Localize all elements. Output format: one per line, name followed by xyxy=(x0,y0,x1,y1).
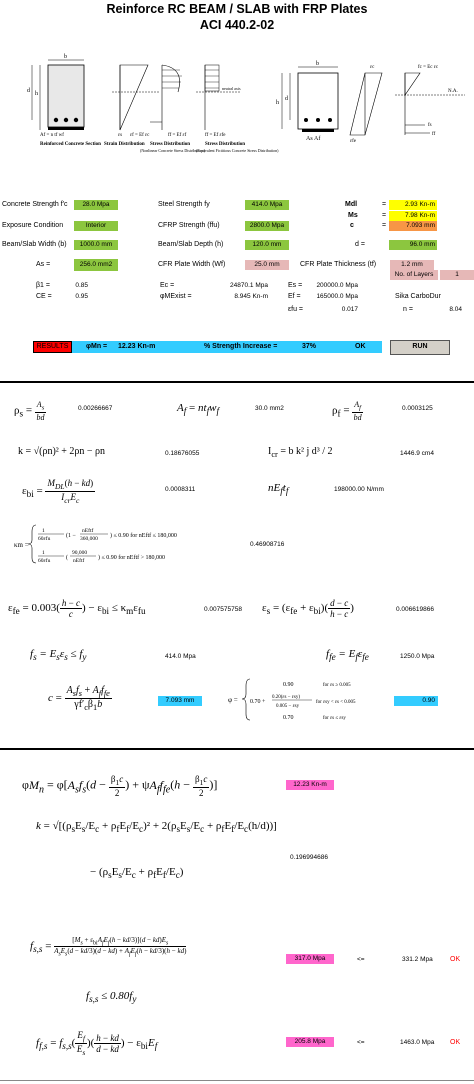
svg-text:κm =: κm = xyxy=(14,541,29,549)
ce-value: 0.95 xyxy=(75,293,88,300)
efu-label: εfu = xyxy=(288,306,303,313)
depth-input[interactable]: 120.0 mm xyxy=(245,240,289,250)
mdl-label: Mdl xyxy=(345,201,358,208)
beta1-value: 0.85 xyxy=(75,282,88,289)
rho-f-eq: $\rho_f$ = $\frac{A_f}{bd}$ xyxy=(332,400,362,422)
svg-text:d: d xyxy=(285,96,288,102)
divider-2 xyxy=(0,748,474,750)
c-label: c xyxy=(350,222,354,229)
svg-text:1: 1 xyxy=(42,550,45,556)
ffe-eq: $f_{fe} = E_f\varepsilon_{fe}$ xyxy=(326,648,369,663)
svg-text:Reinforced Concrete Section: Reinforced Concrete Section xyxy=(40,142,101,147)
ffe-value: 1250.0 Mpa xyxy=(400,653,435,660)
concrete-strength-input[interactable]: 28.0 Mpa xyxy=(74,200,118,210)
svg-text:nEftf: nEftf xyxy=(73,558,85,564)
svg-text:h: h xyxy=(35,91,38,97)
svg-text:ff = Ef εfe: ff = Ef εfe xyxy=(205,133,226,138)
n-ef-tf-value: 198000.00 N/mm xyxy=(334,486,384,493)
n-label: n = xyxy=(403,306,413,313)
svg-text:neutral axis: neutral axis xyxy=(222,86,241,91)
svg-text:(: ( xyxy=(66,555,68,561)
run-button[interactable]: RUN xyxy=(390,340,450,355)
concrete-strength-label: Concrete Strength f'c xyxy=(2,201,68,208)
svg-text:d: d xyxy=(27,88,30,94)
svg-text:90,000: 90,000 xyxy=(72,550,88,556)
increase-value: 37% xyxy=(302,343,317,350)
n-value: 8.04 xyxy=(449,306,462,313)
svg-text:h: h xyxy=(276,100,279,106)
svg-text:) ≤ 0.90 for nEftf ≤ 180,000: ) ≤ 0.90 for nEftf ≤ 180,000 xyxy=(110,533,177,539)
k-service-value: 0.196994686 xyxy=(290,854,328,861)
phi-mn-label: φMn = xyxy=(86,343,108,350)
page-title: Reinforce RC BEAM / SLAB with FRP Plates xyxy=(106,2,368,16)
rho-f-value: 0.0003125 xyxy=(402,405,433,412)
mexist-label: φMExist = xyxy=(160,293,192,300)
af-value: 30.0 mm2 xyxy=(255,405,284,412)
svg-text:for εs ≥ 0.005: for εs ≥ 0.005 xyxy=(323,683,351,688)
cfrp-strength-label: CFRP Strength (ffu) xyxy=(158,222,220,229)
svg-text:0.70 +: 0.70 + xyxy=(250,699,266,705)
svg-text:Af: Af xyxy=(314,136,321,142)
as-input[interactable]: 256.0 mm2 xyxy=(74,259,118,271)
beta1-label: β1 = xyxy=(36,282,50,289)
plate-width-input[interactable]: 25.0 mm xyxy=(245,260,289,270)
ms-label: Ms xyxy=(348,212,358,219)
exposure-select[interactable]: Interior xyxy=(74,221,118,231)
svg-text:Stress Distribution: Stress Distribution xyxy=(205,142,246,147)
af-eq: $A_f = nt_fw_f$ xyxy=(177,402,219,417)
divider-1 xyxy=(0,381,474,383)
ms-input[interactable]: 7.98 Kn-m xyxy=(389,211,437,221)
depth-label: Beam/Slab Depth (h) xyxy=(158,241,224,248)
width-label: Beam/Slab Width (b) xyxy=(2,241,67,248)
svg-text:φ =: φ = xyxy=(228,696,238,704)
ce-label: CE = xyxy=(36,293,52,300)
eps-fe-value: 0.007575758 xyxy=(204,606,242,613)
page-subtitle: ACI 440.2-02 xyxy=(199,18,275,32)
fs-eq: $f_s = E_s\varepsilon_s \le f_y$ xyxy=(30,648,87,663)
width-input[interactable]: 1000.0 mm xyxy=(74,240,118,250)
plate-thickness-label: CFR Plate Thickness (tf) xyxy=(300,261,377,268)
steel-strength-label: Steel Strength fy xyxy=(158,201,210,208)
k-service-eq: $k = √[(\rho_sE_s/E_c + \rho_fE_f/E_c)^2 + 2(\rho_sE_s/E_c + \rho_fE_f/E_c(h/d))]$ xyxy=(36,820,277,835)
svg-text:60εfu: 60εfu xyxy=(38,558,51,564)
svg-text:) ≤ 0.90 for nEftf > 180,000: ) ≤ 0.90 for nEftf > 180,000 xyxy=(98,555,165,561)
svg-text:ff: ff xyxy=(432,132,436,137)
phi-value: 0.90 xyxy=(394,696,438,706)
result-ok: OK xyxy=(355,343,366,350)
ffs-le: <= xyxy=(357,1039,365,1046)
section-diagrams xyxy=(0,40,474,190)
svg-text:1: 1 xyxy=(42,528,45,534)
svg-text:b: b xyxy=(316,61,319,67)
svg-text:εc: εc xyxy=(370,65,375,70)
plate-width-label: CFR Plate Width (Wf) xyxy=(158,261,226,268)
ffs-limit: 1463.0 Mpa xyxy=(400,1039,435,1046)
rho-s-value: 0.00266667 xyxy=(78,405,113,412)
svg-text:Stress Distribution: Stress Distribution xyxy=(150,142,191,147)
n-ef-tf-eq: $nE_ft_f$ xyxy=(268,482,289,497)
fss-limit: 331.2 Mpa xyxy=(402,956,433,963)
icr-value: 1446.9 cm4 xyxy=(400,450,434,457)
svg-text:(Nonlinear Concrete Stress Dis: (Nonlinear Concrete Stress Distribution) xyxy=(140,148,205,153)
layers-label: No. of Layers xyxy=(390,270,438,280)
svg-text:εfe: εfe xyxy=(350,139,356,144)
fs-value: 414.0 Mpa xyxy=(165,653,196,660)
divider-3 xyxy=(0,1080,474,1081)
d-value: 96.0 mm xyxy=(389,240,437,250)
svg-text:0.70: 0.70 xyxy=(283,715,294,721)
svg-text:N.A.: N.A. xyxy=(448,89,458,94)
c-calc-value: 7.093 mm xyxy=(158,696,202,706)
phi-mn-value: 12.23 Kn-m xyxy=(118,343,156,350)
rho-s-eq: $\rho_s$ = $\frac{A_s}{bd}$ xyxy=(14,400,45,422)
eps-bi-eq: $\varepsilon_{bi}$ = $\frac{M_{DL}(h - kd)}{I_{cr}E_c}$ xyxy=(22,478,94,505)
ffs-ok: OK xyxy=(450,1039,461,1046)
as-label: As = xyxy=(36,261,51,268)
svg-text:(Equivalent Fictitious Concret: (Equivalent Fictitious Concrete Stress Distribution) xyxy=(196,148,279,153)
ffs-value: 205.8 Mpa xyxy=(286,1037,334,1047)
phi-eq xyxy=(228,676,388,724)
mexist-value: 8.945 Kn-m xyxy=(234,293,268,300)
svg-text:Af = n tf wf: Af = n tf wf xyxy=(40,133,64,138)
material-name: Sika CarboDur xyxy=(395,293,441,300)
k-value: 0.18676055 xyxy=(165,450,200,457)
svg-text:Strain Distribution: Strain Distribution xyxy=(104,142,145,147)
ec-label: Ec = xyxy=(160,282,175,289)
plate-thickness-input[interactable]: 1.2 mm xyxy=(390,260,434,270)
ef-value: 165000.0 Mpa xyxy=(316,293,358,300)
k-service-eq-line2: − $(\rho_sE_s/E_c + \rho_fE_f/E_c)$ xyxy=(90,866,184,881)
steel-strength-input[interactable]: 414.0 Mpa xyxy=(245,200,289,210)
eps-bi-value: 0.0008311 xyxy=(165,486,196,493)
ec-value: 24870.1 Mpa xyxy=(230,282,268,289)
increase-label: % Strength Increase = xyxy=(204,343,278,350)
svg-text:fs: fs xyxy=(428,123,432,128)
fss-eq: $f_{s,s}$ = $\frac{[M_s + \varepsilon_{bi}A_fE_f(h - kd/3)](d - kd)E_s}{A_sE_s(d - kd/3)(d - kd) + A_fE_f(h - kd/3)(h - kd)}$ xyxy=(30,936,187,958)
fss-limit-eq: $f_{s,s} \le 0.80f_y$ xyxy=(86,990,137,1005)
c-value: 7.093 mm xyxy=(389,221,437,231)
fss-ok: OK xyxy=(450,956,461,963)
svg-text:As: As xyxy=(306,136,313,142)
service-phi-mn-value: 12.23 Kn-m xyxy=(286,780,334,790)
svg-text:εs: εs xyxy=(118,133,123,138)
eps-fe-eq: $\varepsilon_{fe} = 0.003$( $\frac{h - c}{c}$ ) − $\varepsilon_{bi} \le \kappa_m\varepsilon_{fu}$ xyxy=(8,598,146,619)
phi-mn-eq: $\varphi M_n = \varphi[A_sf_s(d$ − $\frac{\beta_1c}{2}$ ) + $\psi A_ff_{fe}(h$ − $\frac{\beta_1c}{2}$ )] xyxy=(22,774,218,798)
svg-text:0.20(εs − εsy): 0.20(εs − εsy) xyxy=(272,695,300,700)
kappa-m-value: 0.46908716 xyxy=(250,541,285,548)
es-label: Es = xyxy=(288,282,303,289)
svg-text:b: b xyxy=(64,54,67,60)
k-eq: k = √(ρn)² + 2ρn − ρn xyxy=(18,446,106,457)
svg-text:0.90: 0.90 xyxy=(283,682,294,688)
svg-text:εf = Ef εc: εf = Ef εc xyxy=(130,133,150,138)
svg-text:ff = Ef εf: ff = Ef εf xyxy=(168,133,187,138)
eps-s-value: 0.006619866 xyxy=(396,606,434,613)
exposure-label: Exposure Condition xyxy=(2,222,64,229)
c-eq: c = $\frac{A_sf_s + A_ff_{fe}}{\gamma f'_c\beta_1b}$ xyxy=(48,685,110,712)
d-label: d = xyxy=(355,241,365,248)
svg-text:360,000: 360,000 xyxy=(80,536,98,542)
fss-value: 317.0 Mpa xyxy=(286,954,334,964)
svg-text:(1 −: (1 − xyxy=(66,533,76,539)
layers-input[interactable]: 1 xyxy=(440,270,474,280)
eps-s-eq: $\varepsilon_s = (\varepsilon_{fe} + \varepsilon_{bi})$( $\frac{d - c}{h - c}$ ) xyxy=(262,598,354,619)
svg-text:0.005 − εsy: 0.005 − εsy xyxy=(276,704,300,709)
svg-text:nEftf: nEftf xyxy=(82,528,94,534)
svg-text:for εsy < εs < 0.005: for εsy < εs < 0.005 xyxy=(316,700,356,705)
svg-text:60εfu: 60εfu xyxy=(38,536,51,542)
cfrp-strength-input[interactable]: 2800.0 Mpa xyxy=(245,221,289,231)
mdl-input[interactable]: 2.93 Kn-m xyxy=(389,200,437,210)
ffs-eq: $f_{f,s} = f_{s,s}$( $\frac{E_f}{E_s}$ )( $\frac{h - kd}{d - kd}$ ) − $\varepsilon_{bi}E_f$ xyxy=(36,1030,158,1057)
ef-label: Ef = xyxy=(288,293,301,300)
svg-text:for εs ≤ εsy: for εs ≤ εsy xyxy=(323,716,346,721)
efu-value: 0.017 xyxy=(341,306,358,313)
fss-le: <= xyxy=(357,956,365,963)
svg-text:fc = Ec εc: fc = Ec εc xyxy=(418,65,439,70)
icr-eq: $I_{cr} = b$ k² j d³ / 2 xyxy=(268,446,333,459)
es-value: 200000.0 Mpa xyxy=(316,282,358,289)
kappa-m-eq xyxy=(14,522,234,566)
results-label: RESULTS xyxy=(33,341,72,353)
